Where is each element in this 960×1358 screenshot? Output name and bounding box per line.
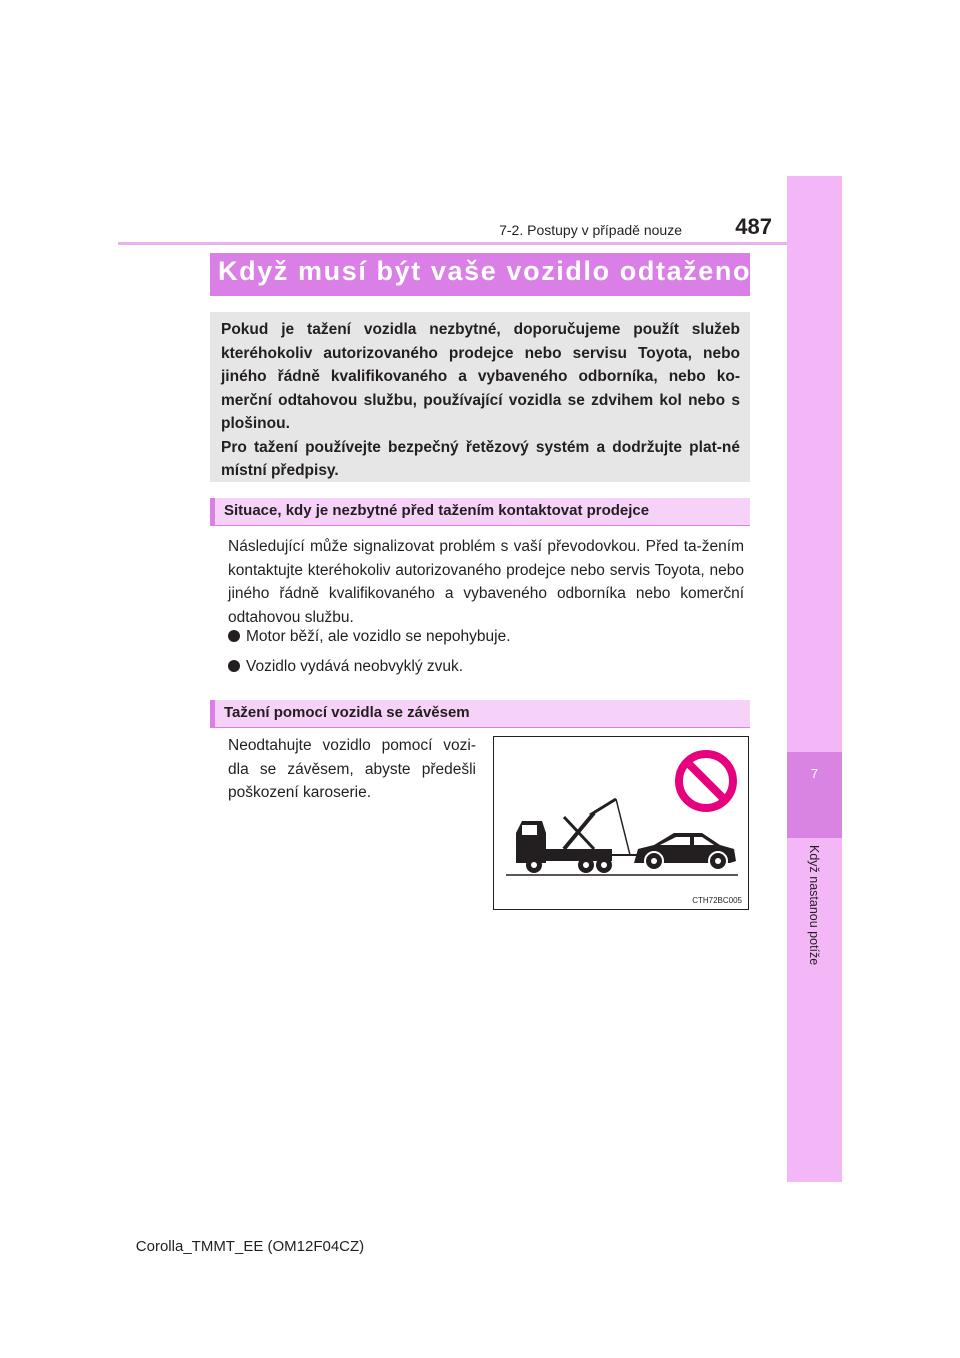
bullet-icon bbox=[228, 660, 240, 672]
list-item-text: Motor běží, ale vozidlo se nepohybuje. bbox=[246, 628, 511, 645]
footer-model: Corolla_TMMT_EE (OM12F04CZ) bbox=[135, 1238, 365, 1255]
tow-truck-drawing bbox=[494, 737, 748, 909]
section-header: 7-2. Postupy v případě nouze bbox=[499, 222, 682, 238]
section-heading-text: Situace, kdy je nezbytné před tažením kontaktovat prodejce bbox=[224, 502, 650, 519]
section2-paragraph: Neodtahujte vozidlo pomocí vozi-dla se závěsem, abyste předešli poškození karoserie. bbox=[228, 737, 476, 801]
section2-text bbox=[228, 734, 476, 805]
chapter-side-tab bbox=[787, 176, 842, 1182]
figure-code: CTH72BC005 bbox=[692, 896, 742, 905]
header-rule bbox=[118, 242, 787, 245]
chapter-title: Když nastanou potíže bbox=[807, 845, 821, 966]
list-item-text: Vozidlo vydává neobvyklý zvuk. bbox=[246, 658, 464, 675]
bullet-icon bbox=[228, 630, 240, 642]
section-heading-marker bbox=[210, 700, 215, 728]
summary-paragraph-1: Pokud je tažení vozidla nezbytné, doporučujeme použít služeb kteréhokoliv autorizovaného prodejce nebo servisu Toyota, nebo jiného řádně kvalifikovaného a vybaveného odborníka, nebo ko-merční odtahovou službu, používající vozidla se zdvihem kol nebo s plošinou. bbox=[221, 321, 740, 432]
section-heading-text: Tažení pomocí vozidla se závěsem bbox=[224, 704, 470, 721]
section-heading-sling bbox=[210, 700, 750, 728]
page-number: 487 bbox=[735, 214, 772, 239]
summary-paragraph-2: Pro tažení používejte bezpečný řetězový systém a dodržujte plat-né místní předpisy. bbox=[221, 438, 740, 479]
section-heading-marker bbox=[210, 498, 215, 526]
section1-text bbox=[228, 535, 744, 629]
chapter-number: 7 bbox=[810, 766, 819, 781]
prohibited-icon bbox=[679, 754, 733, 808]
list-item bbox=[228, 658, 463, 676]
section-heading-dealer bbox=[210, 498, 750, 526]
page-title: Když musí být vaše vozidlo odtaženo bbox=[218, 256, 752, 286]
section1-paragraph: Následující může signalizovat problém s vaší převodovkou. Před ta-žením kontaktujte kteréhokoliv autorizovaného prodejce nebo servis Toyota, nebo jiného řádně kvalifikovaného a vybaveného odborníka nebo komerční odtahovou službu. bbox=[228, 538, 744, 626]
chapter-side-tab-marker bbox=[787, 752, 842, 838]
summary-text bbox=[221, 318, 740, 483]
tow-truck-illustration bbox=[493, 736, 749, 910]
list-item bbox=[228, 628, 511, 646]
